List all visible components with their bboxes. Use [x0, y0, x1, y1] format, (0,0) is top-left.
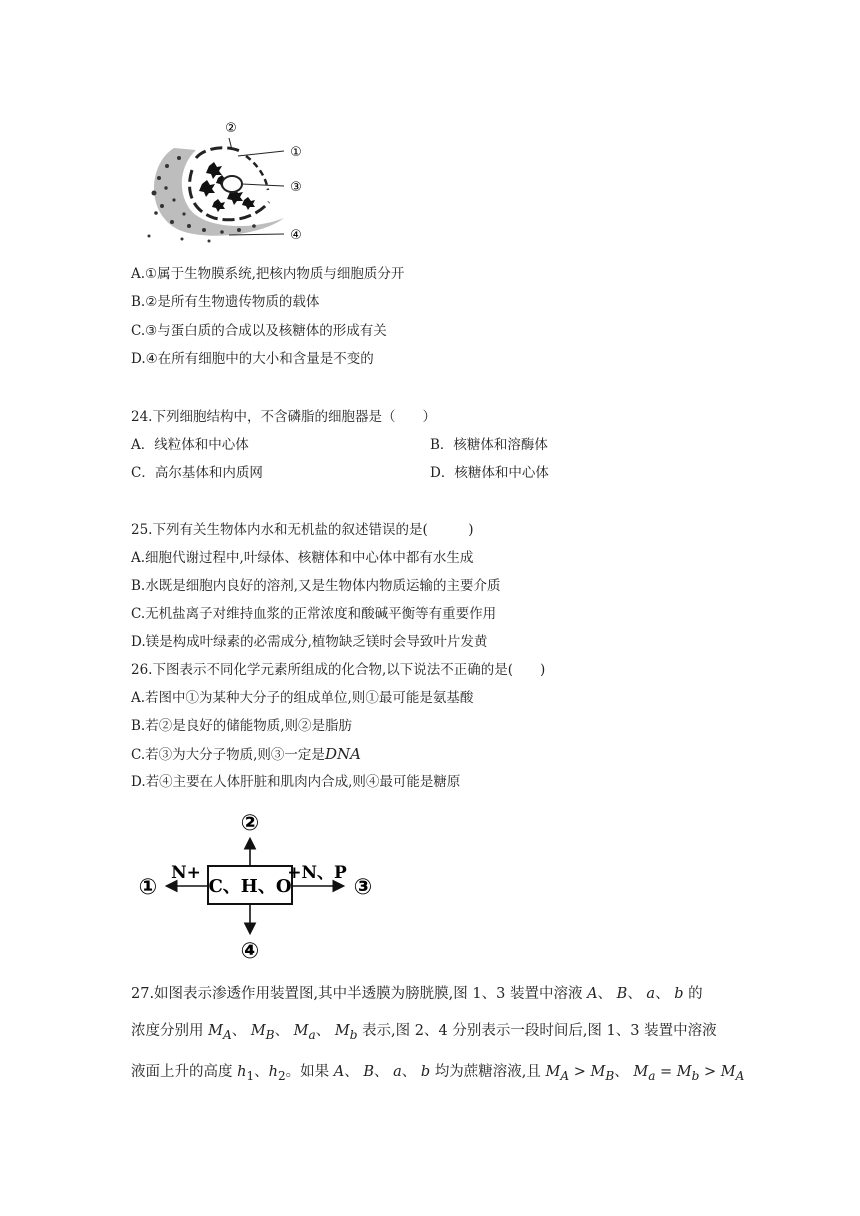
node-2: ②	[240, 811, 260, 836]
q26-option-c-text: C.若③为大分子物质,则③一定是	[131, 747, 325, 763]
sub-b: b	[349, 1027, 358, 1042]
var-a: a	[646, 986, 656, 1002]
var-M: M	[208, 1023, 223, 1039]
sub-B: B	[265, 1027, 275, 1042]
sep: 、	[231, 1023, 247, 1039]
sep: 、	[374, 1064, 389, 1080]
sep: 、	[254, 1064, 269, 1080]
q26-option-d: D.若④主要在人体肝脏和肌肉内合成,则④最可能是糖原	[131, 774, 461, 790]
q26-stem: 26.下图表示不同化学元素所组成的化合物,以下说法不正确的是( )	[131, 662, 546, 678]
elements-diagram	[134, 806, 384, 966]
q26-option-c-dna: DNA	[324, 745, 361, 763]
var-B: B	[363, 1064, 375, 1080]
sep: 、	[597, 986, 613, 1002]
q25-option-c: C.无机盐离子对维持血浆的正常浓度和酸碱平衡等有重要作用	[131, 606, 497, 622]
q24-option-a: A．线粒体和中心体	[131, 437, 249, 453]
node-1: ①	[138, 875, 158, 900]
var-M: M	[250, 1023, 266, 1039]
nucleus-figure	[134, 118, 314, 246]
q24-option-d: D．核糖体和中心体	[430, 465, 549, 481]
sub-A: A	[222, 1027, 232, 1042]
var-h: h	[237, 1064, 247, 1080]
var-M: M	[720, 1064, 736, 1080]
sub-A: A	[735, 1068, 745, 1083]
node-4: ④	[240, 939, 260, 964]
sep: 、	[627, 986, 642, 1002]
sep: 、	[344, 1064, 359, 1080]
q27-text-3c: 均为蔗糖溶液,且	[434, 1064, 541, 1080]
center-label: C、H、O	[208, 876, 292, 897]
var-B: B	[616, 986, 628, 1002]
label-1: ①	[290, 145, 302, 160]
sub-1: 1	[246, 1068, 255, 1083]
var-M: M	[633, 1064, 649, 1080]
var-M: M	[676, 1064, 692, 1080]
sub-B: B	[605, 1068, 615, 1083]
sub-a: a	[308, 1027, 316, 1042]
q27-text-1b: 的	[688, 986, 703, 1002]
var-M: M	[334, 1023, 350, 1039]
q23-option-c: C.③与蛋白质的合成以及核糖体的形成有关	[131, 323, 387, 339]
q25-option-d: D.镁是构成叶绿素的必需成分,植物缺乏镁时会导致叶片发黄	[131, 634, 488, 650]
left-arrow-label: N+	[171, 863, 201, 883]
q23-option-d: D.④在所有细胞中的大小和含量是不变的	[131, 351, 374, 367]
sep: 、	[401, 1064, 417, 1080]
q24-stem: 24.下列细胞结构中，不含磷脂的细胞器是（ ）	[131, 409, 436, 425]
var-M: M	[590, 1064, 606, 1080]
sep: 、	[315, 1023, 331, 1039]
q27-text-1a: 27.如图表示渗透作用装置图,其中半透膜为膀胱膜,图 1、3 装置中溶液	[131, 986, 583, 1002]
var-A: A	[333, 1064, 345, 1080]
q26-option-c	[131, 745, 361, 764]
var-M: M	[293, 1023, 309, 1039]
q23-option-b: B.②是所有生物遗传物质的载体	[131, 294, 320, 310]
sep: 、	[274, 1023, 290, 1039]
var-b: b	[674, 986, 684, 1002]
q27-line-2	[131, 1021, 731, 1045]
q24-option-c: C．高尔基体和内质网	[131, 465, 263, 481]
q23-option-a: A.①属于生物膜系统,把核内物质与细胞质分开	[131, 266, 405, 282]
var-A: A	[587, 986, 598, 1002]
var-a: a	[393, 1064, 402, 1080]
q25-stem: 25.下列有关生物体内水和无机盐的叙述错误的是( )	[131, 522, 474, 538]
q25-option-b: B.水既是细胞内良好的溶剂,又是生物体内物质运输的主要介质	[131, 578, 501, 594]
q27-text-3a: 液面上升的高度	[131, 1064, 233, 1080]
q24-option-b: B．核糖体和溶酶体	[430, 437, 548, 453]
q27-line-3: 液面上升的高度 $h_1$、$h_2$。如果 A、 B、 a、 b 均为蔗糖溶液,且 $M_A > M_B$、 $M_a = M_b > M_A$	[131, 1064, 745, 1083]
q27-text-3b: 。如果	[285, 1064, 330, 1080]
q27-text-2b: 表示,图 2、4 分别表示一段时间后,图 1、3 装置中溶液	[362, 1023, 717, 1039]
q26-option-a: A.若图中①为某种大分子的组成单位,则①最可能是氨基酸	[131, 690, 474, 706]
q25-option-a: A.细胞代谢过程中,叶绿体、核糖体和中心体中都有水生成	[131, 550, 474, 566]
var-M: M	[545, 1064, 561, 1080]
right-arrow-label: +N、P	[287, 863, 347, 883]
sub-b: b	[691, 1068, 700, 1083]
sep: 、	[655, 986, 670, 1002]
sub-2: 2	[277, 1068, 286, 1083]
label-4: ④	[290, 228, 302, 243]
var-b: b	[420, 1064, 431, 1080]
var-h: h	[268, 1064, 278, 1080]
label-3: ③	[290, 180, 302, 195]
q27-line-1	[131, 984, 731, 1004]
q27-text-2a: 浓度分别用	[131, 1023, 204, 1039]
q26-option-b: B.若②是良好的储能物质,则②是脂肪	[131, 718, 353, 734]
node-3: ③	[353, 875, 373, 900]
sub-a: a	[648, 1068, 656, 1083]
sub-A: A	[560, 1068, 570, 1083]
label-2: ②	[225, 121, 237, 136]
sep: 、	[614, 1064, 629, 1080]
